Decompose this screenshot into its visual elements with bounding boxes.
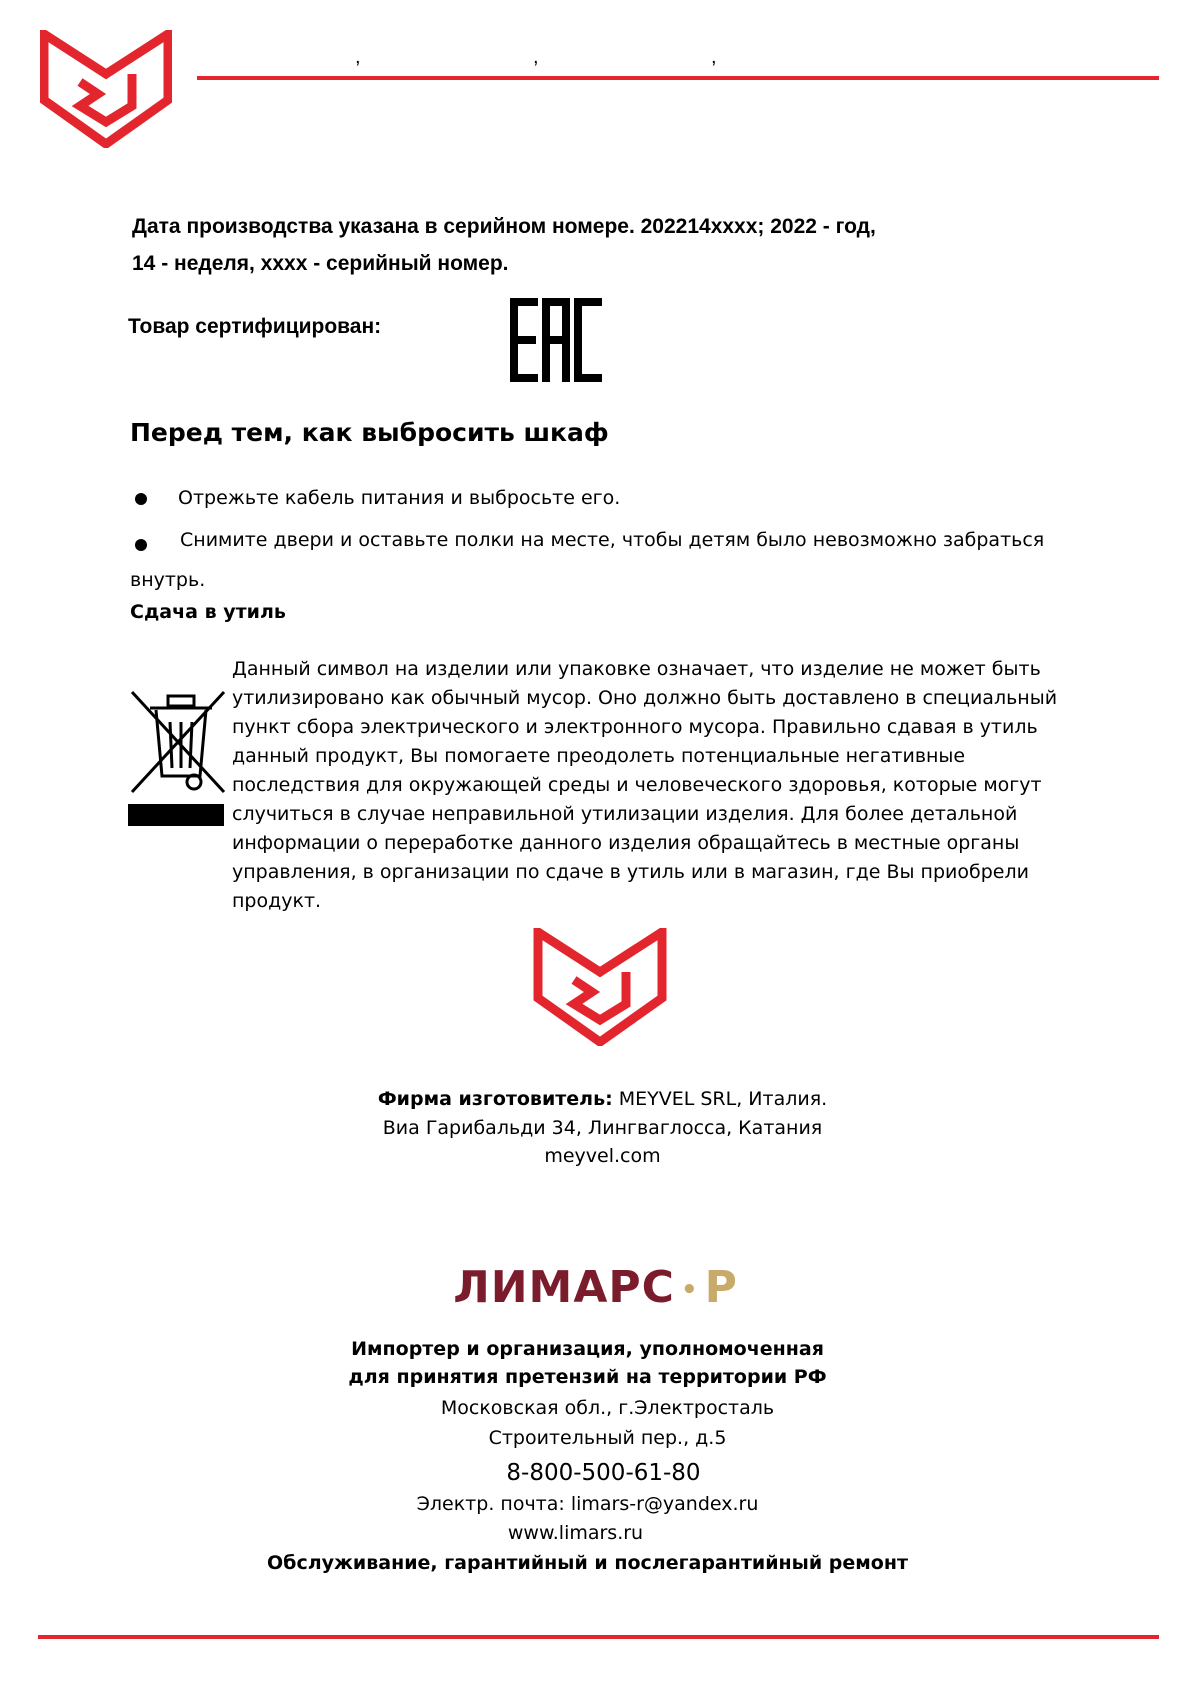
recycling-paragraph-line: данный продукт, Вы помогаете преодолеть потенциальные негативные [232, 745, 966, 767]
importer-phone: 8-800-500-61-80 [506, 1460, 701, 1486]
recycling-paragraph-line: управления, в организации по сдаче в утиль или в магазин, где Вы приобрели [232, 861, 1029, 883]
disposal-bullet-2: Снимите двери и оставьте полки на месте, чтобы детям было невозможно забраться [180, 529, 1045, 551]
header-comma: , [711, 46, 717, 68]
importer-website: www.limars.ru [507, 1522, 644, 1544]
importer-address-line-2: Строительный пер., д.5 [488, 1427, 727, 1449]
recycling-paragraph-line: последствия для окружающей среды и человеческого здоровья, которые могут [232, 774, 1042, 796]
recycling-paragraph-line: случиться в случае неправильной утилизации изделия. Для более детальной [232, 803, 1018, 825]
recycling-paragraph [232, 655, 1092, 916]
manufacturer-address: Виа Гарибальди 34, Лингваглосса, Катания [382, 1117, 823, 1139]
meyvel-logo-center-icon [532, 928, 668, 1046]
recycling-paragraph-line: продукт. [232, 890, 322, 912]
importer-title-line-1: Импортер и организация, уполномоченная [351, 1338, 824, 1360]
limars-logo-main: ЛИМАРС [453, 1262, 675, 1313]
header-comma: , [355, 46, 361, 68]
production-date-line-2: 14 - неделя, хххх - серийный номер. [132, 252, 509, 275]
bullet-dot-icon [135, 539, 147, 551]
weee-crossed-bin-icon [128, 688, 228, 828]
manufacturer-name: MEYVEL SRL, Италия. [612, 1088, 828, 1110]
disposal-heading: Перед тем, как выбросить шкаф [130, 418, 609, 447]
limars-logo [0, 1262, 1191, 1313]
production-date-line-1: Дата производства указана в серийном номере. 202214хххх; 2022 - год, [132, 215, 876, 238]
recycling-paragraph-line: утилизировано как обычный мусор. Оно должно быть доставлено в специальный [232, 687, 1058, 709]
limars-logo-suffix: Р [704, 1262, 738, 1313]
importer-address-line-1: Московская обл., г.Электросталь [440, 1397, 775, 1419]
limars-logo-star: • [680, 1275, 699, 1305]
recycling-paragraph-line: Данный символ на изделии или упаковке означает, что изделие не может быть [232, 658, 1041, 680]
manufacturer-label: Фирма изготовитель: [377, 1088, 613, 1110]
footer-rule [38, 1635, 1159, 1639]
disposal-bullet-2-continuation: внутрь. [130, 569, 206, 591]
recycling-paragraph-line: информации о переработке данного изделия обращайтесь в местные органы [232, 832, 1020, 854]
disposal-bullet-1: Отрежьте кабель питания и выбросьте его. [178, 487, 621, 509]
certification-label: Товар сертифицирован: [128, 315, 382, 338]
importer-service: Обслуживание, гарантийный и послегарантийный ремонт [267, 1552, 908, 1574]
importer-title-line-2: для принятия претензий на территории РФ [348, 1366, 827, 1388]
recycling-title: Сдача в утиль [130, 601, 286, 623]
header-rule [197, 76, 1159, 80]
bullet-dot-icon [135, 493, 147, 505]
manufacturer-line [7, 1088, 1191, 1110]
importer-email: Электр. почта: limars-r@yandex.ru [416, 1493, 759, 1515]
manufacturer-website: meyvel.com [544, 1145, 661, 1167]
header-comma: , [533, 46, 539, 68]
eac-mark-icon [508, 296, 604, 384]
recycling-paragraph-line: пункт сбора электрического и электронного мусора. Правильно сдавая в утиль [232, 716, 1038, 738]
meyvel-logo-icon [40, 30, 172, 148]
